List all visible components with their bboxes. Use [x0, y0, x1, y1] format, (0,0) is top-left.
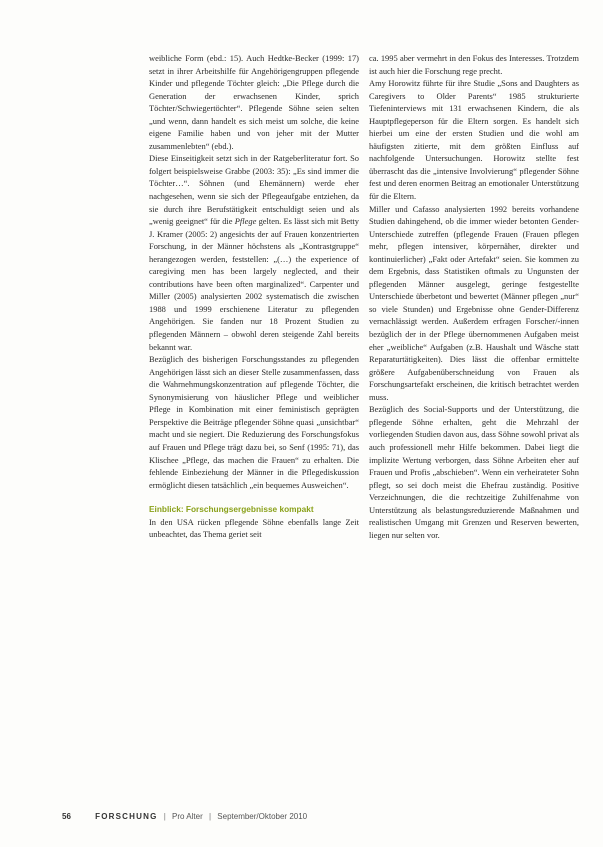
- left-paragraph-2-start: Diese Einseitigkeit setzt sich in der Ratgeberliteratur fort. So folgert beispielsweise Grabbe (2003: 35): „Es sind immer die Töchter…“. Söhnen (und Ehemännern) werde eher nachgesehen, wenn sie sich der Pflegeaufgabe entziehen, da sie durch ihre Berufstätigkeit entschuldigt seien und als „wenig geeignet“ für die: [149, 153, 359, 227]
- left-paragraph-3: Bezüglich des bisherigen Forschungsstandes zu pflegenden Angehörigen lässt sich an dieser Stelle zusammenfassen, dass die Wahrnehmungskonzentration auf pflegende Töchter, die Synonymisierung von häuslicher Pflege und weiblicher Pflege in Kombination mit einer feministisch geprägten Perspektive die Beiträge pflegender Söhne quasi „unsichtbar“ macht und sie negiert. Die Reduzierung des Forschungsfokus auf Frauen und Pflege trägt dazu bei, so Senf (1995: 71), das Klischee „Pflege, das machen die Frauen“ zu erhalten. Die fehlende Einbeziehung der Männer in die Pflegediskussion ermöglicht diesen tatsächlich „ein bequemes Ausweichen“.: [149, 354, 359, 490]
- left-paragraph-2-italic: Pflege: [234, 216, 257, 227]
- left-paragraph-2: [149, 152, 359, 353]
- section-heading: Einblick: Forschungsergebnisse kompakt: [149, 504, 314, 515]
- right-paragraph-3: Miller und Cafasso analysierten 1992 bereits vorhandene Studien dahingehend, ob die immer wieder betonten Gender-Unterschiede zutreffen (pflegende Frauen (Frauen pflegen mehr, pflegen intensiver, körpernäher, direkter und kontinuierlicher) „Fakt oder Artefakt“ seien. Sie kommen zu dem Ergebnis, dass Statistiken oftmals zu Ungunsten der pflegenden Männer ausgelegt, geringe festgestellte Unterschiede überbetont und bewertet (Männer pflegen „nur“ so viele Stunden) und Ergebnisse ohne Gender-Differenz vernachlässigt werden. Außerdem erfragen Forscher/-innen bezüglich der in der Pflege übernommenen Aufgaben meist eher „weibliche“ Aufgaben (z.B. Haushalt und Wäsche statt Reparaturtätigkeiten). Dies lässt die offenbar ermittelte größere Aufgabenüberschneidung von Frauen als Forschungsartefakt erscheinen, die kritisch betrachtet werden muss.: [369, 203, 579, 402]
- issue-date: September/Oktober 2010: [217, 812, 308, 821]
- left-text-column: [149, 52, 359, 541]
- magazine-section: FORSCHUNG: [95, 812, 158, 821]
- left-paragraph-1: weibliche Form (ebd.: 15). Auch Hedtke-Becker (1999: 17) setzt in ihrer Arbeitshilfe für Angehörigengruppen pflegende Kinder und pflegende Töchter gleich: „Die Pflege durch die Generation der erwachsenen Kinder, sprich Töchter/Schwiegertöchter“. Pflegende Söhne seien selten „und wenn, dann handelt es sich meist um solche, die keine eigene Familie haben und von jeher mit der Mutter zusammenlebten“ (ebd.).: [149, 53, 359, 151]
- left-paragraph-4: In den USA rücken pflegende Söhne ebenfalls lange Zeit unbeachtet, das Thema geriet seit: [149, 516, 359, 540]
- right-paragraph-2: Amy Horowitz führte für ihre Studie „Sons and Daughters as Caregivers to Older Parents“ 1985 strukturierte Tiefeninterviews mit 131 erwachsenen Kindern, die als Hauptpflegeperson für die Eltern sorgen. Es handelt sich hierbei um eine der ersten Studien und die wohl am häufigsten zitierte, mit dem größten Einfluss auf nachfolgende Untersuchungen. Horowitz stellte fest überrascht das die „intensive Involvierung“ pflegender Söhne fest und deren enormen Beitrag an emotionaler Unterstützung für die Eltern.: [369, 78, 579, 202]
- right-text-column: [369, 52, 579, 541]
- left-paragraph-2-end: gelten. Es lässt sich mit Betty J. Kramer (2005: 2) angesichts der auf Frauen konzentrierten Forschung, in der Männer höchstens als „Kontrastgruppe“ herangezogen werden, feststellen: „(…) the experience of caregiving men has been largely neglected, and their contributions have been often marginalized“. Carpenter und Miller (2005) analysierten 2002 systematisch die zwischen 1988 und 1999 erschienene Literatur zu pflegenden Angehörigen. Sie fanden nur 18 Prozent Studien zu pflegenden Männern – obwohl deren steigende Zahl bereits bekannt war.: [149, 216, 359, 352]
- right-paragraph-1: ca. 1995 aber vermehrt in den Fokus des Interesses. Trotzdem ist auch hier die Forschung rege precht.: [369, 53, 579, 76]
- page-footer: [62, 810, 563, 824]
- right-paragraph-4: Bezüglich des Social-Supports und der Unterstützung, die pflegende Söhne erhalten, geht die Mehrzahl der vorliegenden Studien davon aus, dass Söhne sowohl privat als auch professionell mehr Hilfe bekommen. Dabei liegt die implizite Wertung verborgen, dass Söhne Arbeiten eher auf Frauen und Profis „abschieben“. Wenn ein verheirateter Sohn pflegt, so sei doch meist die Ehefrau zuständig. Positive Verzeichnungen, die die rechtzeitige Zuhilfenahme von Unterstützung als belastungsreduzierende Maßnahmen und realistischen Umgang mit Grenzen und Reserven bewerten, liegen nur selten vor.: [369, 404, 579, 540]
- page-number: 56: [62, 812, 71, 821]
- footer-separator: |: [163, 812, 166, 821]
- issue-name: Pro Alter: [172, 812, 203, 821]
- footer-separator-2: |: [208, 812, 212, 821]
